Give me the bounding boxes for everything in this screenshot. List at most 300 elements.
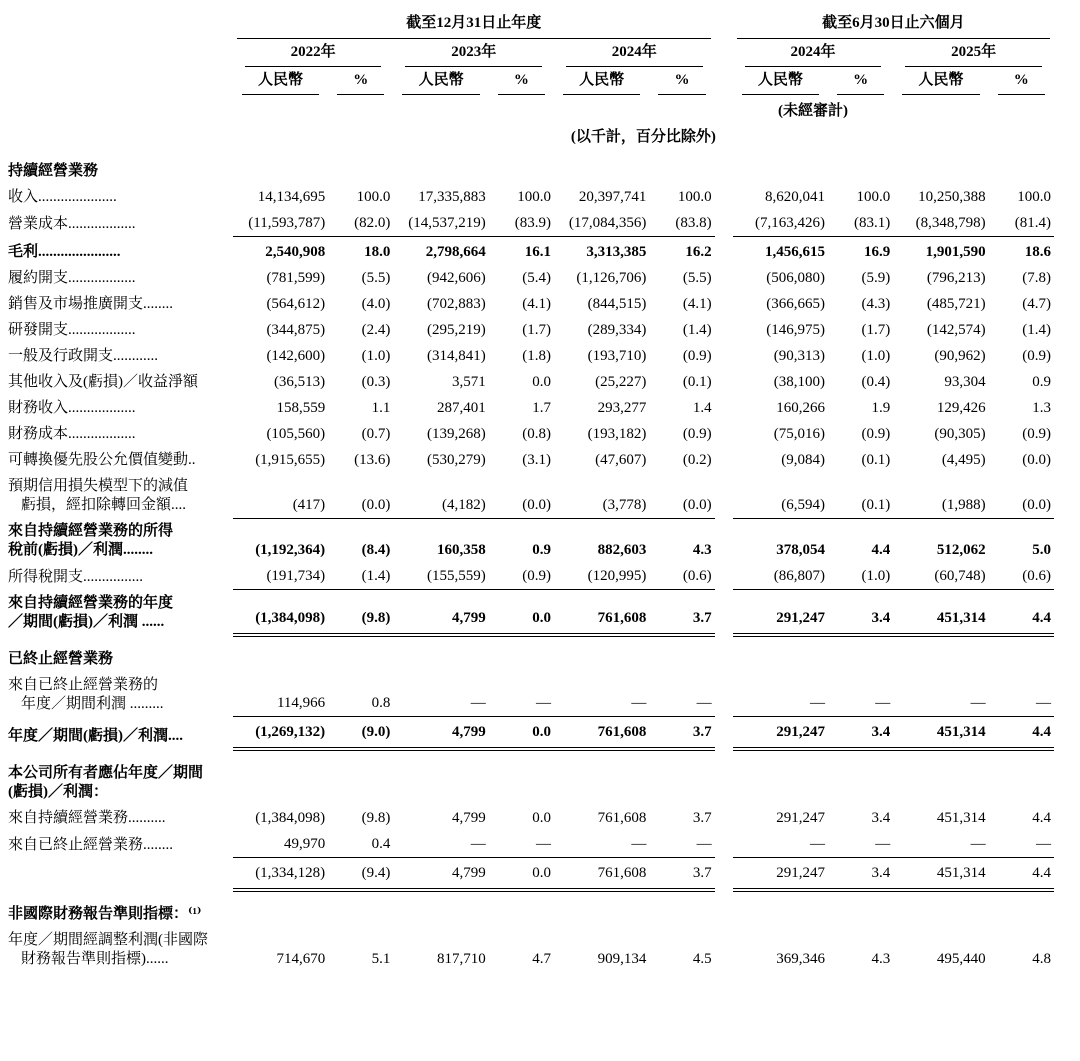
period-group-interim: 截至6月30日止六個月: [733, 12, 1054, 41]
value-cell: (0.9): [1022, 348, 1051, 364]
value-cell: (38,100): [773, 374, 826, 390]
value-cell: (7,163,426): [755, 215, 826, 231]
value-cell: 4.4: [989, 858, 1054, 891]
value-cell: 761,608: [554, 858, 649, 891]
year-2023: 2023年: [393, 41, 554, 69]
value-cell: (4.0): [361, 296, 391, 312]
value-cell: 100.0: [356, 189, 391, 205]
percent-header: %: [649, 69, 714, 97]
value-cell: (146,975): [766, 322, 826, 338]
value-cell: (366,665): [766, 296, 826, 312]
row-label: 年度／期間(虧損)／利潤....: [8, 728, 183, 744]
value-cell: (1.0): [361, 348, 391, 364]
value-cell: —: [696, 836, 712, 852]
value-cell: (289,334): [587, 322, 647, 338]
value-cell: (5.5): [682, 270, 712, 286]
value-cell: —: [810, 836, 826, 852]
value-cell: 3.4: [828, 858, 893, 891]
value-cell: 16.2: [649, 237, 714, 266]
row-label: 來自持續經營業務的所得 稅前(虧損)／利潤........: [8, 523, 174, 558]
value-cell: —: [470, 836, 486, 852]
value-cell: (9.4): [328, 858, 393, 891]
value-cell: (0.9): [682, 348, 712, 364]
column-gap: [715, 12, 733, 41]
value-cell: (0.1): [861, 496, 891, 513]
row-label: 來自持續經營業務的年度 ／期間(虧損)／利潤 ......: [8, 594, 174, 630]
value-cell: 3.7: [649, 590, 714, 635]
value-cell: (1,384,098): [255, 810, 326, 826]
value-cell: (0.0): [682, 496, 712, 513]
value-cell: 4,799: [393, 590, 488, 635]
column-gap: [715, 672, 733, 717]
value-cell: (4.7): [1022, 296, 1051, 312]
value-cell: (314,841): [427, 348, 486, 364]
value-cell: (83.1): [854, 215, 891, 231]
column-gap: [715, 717, 733, 750]
value-cell: (142,574): [926, 322, 986, 338]
data-row: [8, 447, 1054, 473]
value-cell: (5.4): [522, 270, 551, 286]
value-cell: 49,970: [283, 836, 326, 852]
value-cell: (0.6): [1022, 568, 1051, 584]
value-cell: (4,182): [442, 496, 486, 513]
value-cell: 0.4: [371, 836, 391, 852]
data-row: [8, 858, 1054, 891]
data-row: [8, 831, 1054, 858]
value-cell: (14,537,219): [408, 215, 486, 231]
value-cell: 451,314: [893, 858, 988, 891]
data-row: [8, 237, 1054, 266]
value-cell: 495,440: [936, 951, 986, 967]
value-cell: (155,559): [427, 568, 486, 584]
value-cell: 2,540,908: [233, 237, 328, 266]
value-cell: (83.8): [675, 215, 712, 231]
value-cell: (90,313): [773, 348, 826, 364]
value-cell: (1,269,132): [233, 717, 328, 750]
section-row: [8, 890, 1054, 927]
column-gap: [715, 237, 733, 266]
value-cell: 1.4: [692, 400, 712, 416]
value-cell: (1,192,364): [233, 518, 328, 563]
value-cell: 512,062: [893, 518, 988, 563]
section-label: 本公司所有者應佔年度／期間 (虧損)／利潤：: [8, 765, 204, 800]
value-cell: 3,313,385: [554, 237, 649, 266]
value-cell: (942,606): [427, 270, 486, 286]
value-cell: —: [875, 836, 891, 852]
value-cell: 100.0: [517, 189, 551, 205]
value-cell: (1,915,655): [255, 452, 326, 468]
value-cell: 129,426: [936, 400, 986, 416]
value-cell: 16.9: [828, 237, 893, 266]
data-row: [8, 210, 1054, 237]
value-cell: —: [875, 695, 891, 711]
row-label: 一般及行政開支............: [8, 348, 159, 364]
rmb-header: 人民幣: [393, 69, 488, 97]
percent-header: %: [328, 69, 393, 97]
unaudited-note: (未經審計): [777, 103, 848, 119]
year-2024: 2024年: [554, 41, 715, 69]
value-cell: —: [470, 695, 486, 711]
value-cell: 160,358: [393, 518, 488, 563]
column-gap: [715, 184, 733, 210]
value-cell: (11,593,787): [248, 215, 326, 231]
value-cell: 882,603: [554, 518, 649, 563]
value-cell: (796,213): [926, 270, 986, 286]
value-cell: 93,304: [944, 374, 986, 390]
value-cell: (139,268): [427, 426, 486, 442]
rmb-header: 人民幣: [893, 69, 988, 97]
value-cell: (0.8): [522, 426, 551, 442]
column-gap: [715, 265, 733, 291]
value-cell: —: [536, 695, 551, 711]
value-cell: (75,016): [773, 426, 826, 442]
data-row: [8, 563, 1054, 590]
value-cell: 1.9: [871, 400, 891, 416]
empty-cell: [893, 97, 1054, 123]
data-row: [8, 317, 1054, 343]
value-cell: (36,513): [273, 374, 326, 390]
row-label: 所得稅開支................: [8, 568, 144, 585]
row-label: 財務成本..................: [8, 426, 136, 442]
value-cell: (0.7): [361, 426, 391, 442]
interim-2025: 2025年: [893, 41, 1054, 69]
section-label: 已終止經營業務: [8, 650, 114, 667]
data-row: [8, 473, 1054, 518]
value-cell: (8.4): [328, 518, 393, 563]
value-cell: 3.4: [871, 810, 891, 826]
value-cell: 0.0: [532, 810, 551, 826]
value-cell: 817,710: [437, 951, 486, 967]
column-gap: [715, 563, 733, 590]
value-cell: 287,401: [437, 400, 486, 416]
value-cell: 4.7: [532, 951, 551, 967]
column-gap: [715, 395, 733, 421]
units-note: (以千計，百分比除外): [570, 129, 716, 145]
value-cell: (7.8): [1022, 270, 1051, 286]
value-cell: (25,227): [595, 374, 647, 390]
value-cell: (81.4): [1014, 215, 1051, 231]
empty-corner: [8, 12, 233, 41]
value-cell: 1.1: [371, 400, 391, 416]
empty-cell: [8, 41, 233, 69]
value-cell: 4.8: [1032, 951, 1051, 967]
value-cell: 761,608: [554, 590, 649, 635]
value-cell: 0.0: [489, 590, 554, 635]
value-cell: (13.6): [354, 452, 391, 468]
value-cell: 3.7: [649, 717, 714, 750]
value-cell: (90,962): [934, 348, 986, 364]
value-cell: (1,126,706): [576, 270, 647, 286]
value-cell: 16.1: [489, 237, 554, 266]
column-gap: [715, 447, 733, 473]
value-cell: (142,600): [266, 348, 326, 364]
section-row: [8, 635, 1054, 672]
rmb-header: 人民幣: [554, 69, 649, 97]
value-cell: 100.0: [677, 189, 712, 205]
section-row: [8, 149, 1054, 184]
value-cell: (295,219): [427, 322, 486, 338]
data-row: [8, 717, 1054, 750]
value-cell: 10,250,388: [918, 189, 986, 205]
value-cell: —: [631, 836, 647, 852]
financial-summary-table: [8, 12, 1054, 972]
value-cell: (0.0): [522, 496, 551, 513]
value-cell: 1.3: [1032, 400, 1051, 416]
value-cell: (90,305): [934, 426, 986, 442]
column-gap: [715, 805, 733, 831]
table-body: [8, 149, 1054, 972]
value-cell: —: [536, 836, 551, 852]
empty-cell: [8, 97, 733, 123]
value-cell: 1,901,590: [893, 237, 988, 266]
column-gap: [715, 421, 733, 447]
value-cell: 0.9: [1032, 374, 1051, 390]
column-gap: [715, 210, 733, 237]
value-cell: 4,799: [393, 858, 488, 891]
value-cell: (9.8): [328, 590, 393, 635]
value-cell: 291,247: [733, 590, 828, 635]
value-cell: 4.4: [989, 590, 1054, 635]
data-row: [8, 291, 1054, 317]
period-group-annual: 截至12月31日止年度: [233, 12, 715, 41]
value-cell: (0.6): [682, 568, 712, 584]
value-cell: 17,335,883: [418, 189, 486, 205]
row-label: [8, 858, 233, 891]
row-label: 來自持續經營業務..........: [8, 810, 166, 826]
value-cell: (193,710): [587, 348, 647, 364]
value-cell: —: [970, 695, 986, 711]
value-cell: 100.0: [1017, 189, 1051, 205]
value-cell: —: [810, 695, 826, 711]
value-cell: 291,247: [733, 858, 828, 891]
column-gap: [715, 317, 733, 343]
value-cell: —: [970, 836, 986, 852]
value-cell: (0.0): [1022, 452, 1051, 468]
column-gap: [715, 69, 733, 97]
value-cell: (5.5): [361, 270, 391, 286]
value-cell: (344,875): [266, 322, 326, 338]
row-label: 履約開支..................: [8, 270, 136, 286]
row-label: 其他收入及(虧損)／收益淨額: [8, 374, 198, 390]
value-cell: (4.3): [861, 296, 891, 312]
data-row: [8, 421, 1054, 447]
value-cell: (9.0): [328, 717, 393, 750]
value-cell: 909,134: [597, 951, 647, 967]
value-cell: (105,560): [266, 426, 326, 442]
value-cell: (0.9): [682, 426, 712, 442]
data-row: [8, 590, 1054, 635]
value-cell: (1,988): [941, 496, 986, 513]
value-cell: (506,080): [766, 270, 826, 286]
value-cell: 3.7: [649, 858, 714, 891]
value-cell: 3.7: [692, 810, 712, 826]
data-row: [8, 395, 1054, 421]
value-cell: (0.1): [682, 374, 712, 390]
value-cell: 4.5: [692, 951, 712, 967]
value-cell: 18.0: [328, 237, 393, 266]
column-gap: [715, 473, 733, 518]
value-cell: (1.7): [861, 322, 891, 338]
row-label: 年度／期間經調整利潤(非國際 財務報告準則指標)......: [8, 932, 208, 967]
units-note-row: [8, 123, 1054, 149]
value-cell: 761,608: [554, 717, 649, 750]
value-cell: (120,995): [587, 568, 647, 584]
value-cell: (0.1): [861, 452, 891, 468]
value-cell: (9,084): [781, 452, 826, 468]
value-cell: (1.0): [861, 348, 891, 364]
measure-header-row: [8, 69, 1054, 97]
value-cell: (2.4): [361, 322, 391, 338]
value-cell: (1.4): [682, 322, 712, 338]
column-gap: [715, 369, 733, 395]
row-label: 來自已終止經營業務........: [8, 836, 174, 853]
value-cell: 4.3: [871, 951, 891, 967]
value-cell: 160,266: [776, 400, 826, 416]
percent-header: %: [989, 69, 1054, 97]
value-cell: 20,397,741: [578, 189, 647, 205]
rmb-header: 人民幣: [733, 69, 828, 97]
value-cell: 5.0: [989, 518, 1054, 563]
value-cell: 761,608: [597, 810, 647, 826]
period-group-row: [8, 12, 1054, 41]
data-row: [8, 672, 1054, 717]
row-label: 毛利......................: [8, 244, 121, 260]
value-cell: 291,247: [776, 810, 826, 826]
value-cell: (844,515): [587, 296, 647, 312]
value-cell: (0.9): [861, 426, 891, 442]
value-cell: (1,384,098): [233, 590, 328, 635]
data-row: [8, 265, 1054, 291]
row-label: 銷售及市場推廣開支........: [8, 296, 174, 312]
value-cell: 4,799: [452, 810, 486, 826]
value-cell: (485,721): [926, 296, 986, 312]
value-cell: 4.4: [828, 518, 893, 563]
row-label: 營業成本..................: [8, 215, 136, 232]
value-cell: (1.7): [522, 322, 551, 338]
value-cell: 1.7: [532, 400, 551, 416]
column-gap: [715, 518, 733, 563]
value-cell: (1,334,128): [233, 858, 328, 891]
value-cell: (702,883): [427, 296, 486, 312]
value-cell: 4.3: [649, 518, 714, 563]
data-row: [8, 184, 1054, 210]
value-cell: 3.4: [828, 717, 893, 750]
empty-cell: [8, 69, 233, 97]
year-header-row: [8, 41, 1054, 69]
value-cell: (82.0): [354, 215, 391, 231]
value-cell: 3.4: [828, 590, 893, 635]
section-label: 持續經營業務: [8, 163, 99, 179]
data-row: [8, 343, 1054, 369]
value-cell: 0.0: [489, 858, 554, 891]
value-cell: (4,495): [941, 452, 986, 468]
value-cell: (9.8): [361, 810, 391, 826]
row-label: 研發開支..................: [8, 322, 136, 338]
value-cell: 2,798,664: [393, 237, 488, 266]
value-cell: (17,084,356): [568, 215, 647, 231]
value-cell: 1,456,615: [733, 237, 828, 266]
column-gap: [715, 343, 733, 369]
value-cell: (530,279): [427, 452, 486, 468]
value-cell: 451,314: [936, 810, 986, 826]
value-cell: —: [696, 695, 712, 711]
interim-2024: 2024年: [733, 41, 894, 69]
section-row: [8, 749, 1054, 805]
value-cell: —: [1036, 836, 1051, 852]
value-cell: 8,620,041: [765, 189, 826, 205]
value-cell: (1.4): [361, 568, 391, 584]
value-cell: 0.0: [489, 717, 554, 750]
value-cell: (60,748): [934, 568, 986, 584]
column-gap: [715, 927, 733, 972]
data-row: [8, 927, 1054, 972]
value-cell: 451,314: [893, 590, 988, 635]
value-cell: 14,134,695: [257, 189, 326, 205]
column-gap: [715, 831, 733, 858]
value-cell: 4,799: [393, 717, 488, 750]
column-gap: [715, 590, 733, 635]
value-cell: 100.0: [856, 189, 891, 205]
value-cell: (8,348,798): [915, 215, 986, 231]
value-cell: 378,054: [733, 518, 828, 563]
value-cell: (0.9): [1022, 426, 1051, 442]
value-cell: (1.8): [522, 348, 551, 364]
column-gap: [715, 858, 733, 891]
percent-header: %: [489, 69, 554, 97]
value-cell: 293,277: [597, 400, 647, 416]
value-cell: (5.9): [861, 270, 891, 286]
value-cell: (83.9): [514, 215, 551, 231]
value-cell: 714,670: [276, 951, 326, 967]
value-cell: 0.8: [371, 695, 391, 711]
row-label: 財務收入..................: [8, 400, 136, 416]
column-gap: [715, 291, 733, 317]
year-2022: 2022年: [233, 41, 394, 69]
value-cell: —: [1036, 695, 1051, 711]
value-cell: (4.1): [682, 296, 712, 312]
value-cell: (193,182): [587, 426, 647, 442]
row-label: 來自已終止經營業務的 年度／期間利潤 .........: [8, 676, 164, 712]
value-cell: (0.4): [861, 374, 891, 390]
value-cell: 5.1: [371, 951, 391, 967]
value-cell: —: [631, 695, 647, 711]
value-cell: (191,734): [266, 568, 326, 584]
value-cell: 0.9: [489, 518, 554, 563]
row-label: 收入.....................: [8, 189, 117, 205]
data-row: [8, 518, 1054, 563]
value-cell: (3,778): [602, 496, 647, 513]
value-cell: 4.4: [989, 717, 1054, 750]
section-label: 非國際財務報告準則指標：⁽¹⁾: [8, 906, 202, 922]
value-cell: 4.4: [1032, 810, 1051, 826]
value-cell: (417): [292, 496, 326, 513]
value-cell: 291,247: [733, 717, 828, 750]
value-cell: (1.0): [861, 568, 891, 584]
value-cell: 369,346: [776, 951, 826, 967]
value-cell: 0.0: [532, 374, 551, 390]
value-cell: 158,559: [276, 400, 326, 416]
value-cell: (0.2): [682, 452, 712, 468]
value-cell: 3,571: [452, 374, 486, 390]
value-cell: (6,594): [781, 496, 826, 513]
data-row: [8, 805, 1054, 831]
row-label: 預期信用損失模型下的減值 虧損，經扣除轉回金額....: [8, 478, 189, 513]
data-row: [8, 369, 1054, 395]
unaudited-row: [8, 97, 1054, 123]
value-cell: (0.0): [1022, 496, 1051, 513]
value-cell: (86,807): [773, 568, 826, 584]
value-cell: (0.3): [361, 374, 391, 390]
